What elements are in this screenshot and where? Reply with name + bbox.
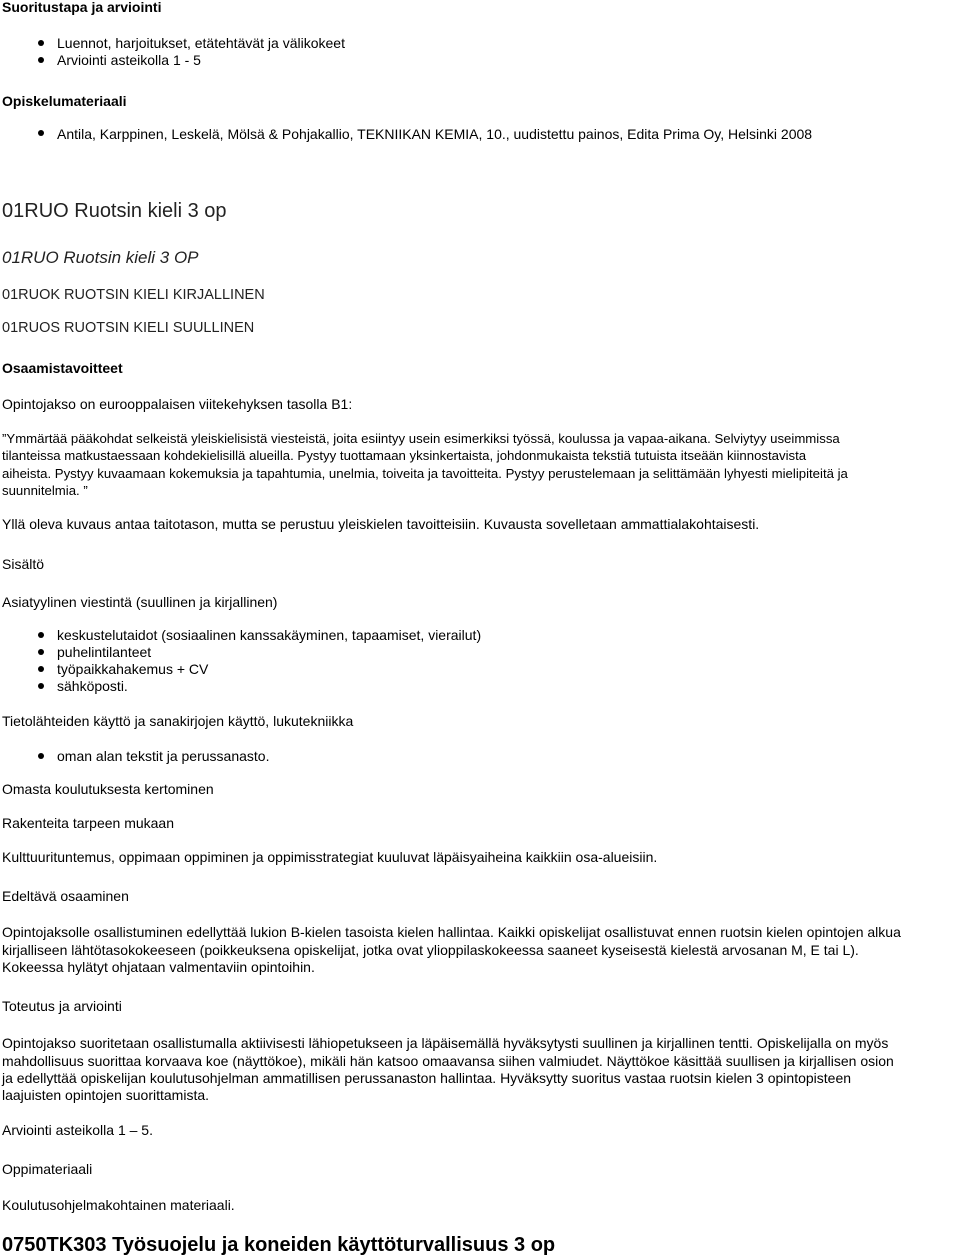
bullet-icon xyxy=(38,753,44,759)
bullet-icon xyxy=(38,57,44,63)
bullet-icon xyxy=(38,40,44,46)
bullet-icon xyxy=(38,666,44,672)
materials-text: Koulutusohjelmakohtainen materiaali. xyxy=(2,1197,235,1213)
list-item: Antila, Karppinen, Leskelä, Mölsä & Pohjakallio, TEKNIIKAN KEMIA, 10., uudistettu painos, Edita Prima Oy, Helsinki 2008 xyxy=(57,126,813,142)
course-code: 01RUOS RUOTSIN KIELI SUULLINEN xyxy=(2,320,255,336)
list-item: Luennot, harjoitukset, etätehtävät ja välikokeet xyxy=(57,35,345,51)
list-item: puhelintilanteet xyxy=(57,644,152,660)
list-item: Arviointi asteikolla 1 - 5 xyxy=(57,52,201,68)
quote-line: aiheista. Pystyy kuvaamaan kokemuksia ja tapahtumia, unelmia, toiveita ja tavoitteita. Pystyy perustelemaan ja selittämään lyhyesti mielipiteitä ja xyxy=(2,466,848,481)
list-item: sähköposti. xyxy=(57,678,128,694)
section-heading-edeltava-osaaminen: Edeltävä osaaminen xyxy=(2,888,129,904)
bullet-icon xyxy=(38,130,44,136)
paragraph-line: Opintojakso suoritetaan osallistumalla aktiivisesti lähiopetukseen ja läpäisemällä hyväksytysti suullinen ja kirjallinen tentti. Opiskelijalla on myös xyxy=(2,1035,889,1051)
content-item: Asiatyylinen viestintä (suullinen ja kirjallinen) xyxy=(2,594,278,610)
course-title: 01RUO Ruotsin kieli 3 op xyxy=(2,200,227,222)
quote-line: ”Ymmärtää pääkohdat selkeistä yleiskielisistä viesteistä, joita esiintyy usein esimerkiksi työssä, koulussa ja vapaa-aikana. Selviytyy useimmissa xyxy=(2,431,840,446)
paragraph-line: laajuisten opintojen suorittamista. xyxy=(2,1087,210,1103)
quote-line: suunnitelmia. ” xyxy=(2,483,88,498)
grading-text: Arviointi asteikolla 1 – 5. xyxy=(2,1122,153,1138)
list-item: työpaikkahakemus + CV xyxy=(57,661,209,677)
bullet-icon xyxy=(38,683,44,689)
paragraph-line: Kokeessa hylätyt ohjataan valmentaviin opintoihin. xyxy=(2,959,315,975)
section-heading-osaamistavoitteet: Osaamistavoitteet xyxy=(2,360,123,376)
objectives-note: Yllä oleva kuvaus antaa taitotason, mutta se perustuu yleiskielen tavoitteisiin. Kuvausta sovelletaan ammattialakohtaisesti. xyxy=(2,516,760,532)
course-subtitle: 01RUO Ruotsin kieli 3 OP xyxy=(2,248,199,267)
content-item: Tietolähteiden käyttö ja sanakirjojen käyttö, lukutekniikka xyxy=(2,713,354,729)
section-heading-suoritustapa: Suoritustapa ja arviointi xyxy=(2,0,162,15)
paragraph-line: mahdollisuus suorittaa korvaava koe (näyttökoe), mikäli hän katsoo omaavansa siihen valmiudet. Näyttökoe käsittää suullisen ja kirjallisen osion xyxy=(2,1053,894,1069)
list-item: keskustelutaidot (sosiaalinen kanssakäyminen, tapaamiset, vierailut) xyxy=(57,627,482,643)
bullet-icon xyxy=(38,632,44,638)
objectives-intro: Opintojakso on eurooppalaisen viitekehyksen tasolla B1: xyxy=(2,396,353,412)
bullet-icon xyxy=(38,649,44,655)
section-heading-oppimateriaali: Oppimateriaali xyxy=(2,1161,93,1177)
section-heading-toteutus: Toteutus ja arviointi xyxy=(2,998,122,1014)
list-item: oman alan tekstit ja perussanasto. xyxy=(57,748,270,764)
course-code: 01RUOK RUOTSIN KIELI KIRJALLINEN xyxy=(2,287,265,303)
paragraph-line: Opintojaksolle osallistuminen edellyttää lukion B-kielen tasoista kielen hallintaa. Kaikki opiskelijat osallistuvat ennen ruotsin kielen opintojen alkua xyxy=(2,924,901,940)
section-heading-opiskelumateriaali: Opiskelumateriaali xyxy=(2,93,127,109)
paragraph-line: kirjalliseen lähtötasokokeeseen (poikkeuksena opiskelijat, jotka ovat ylioppilaskokeessa saaneet kyseisestä kielestä arvosanan M, E tai L). xyxy=(2,942,859,958)
content-item: Omasta koulutuksesta kertominen xyxy=(2,781,214,797)
content-item: Kulttuurituntemus, oppimaan oppiminen ja oppimisstrategiat kuuluvat läpäisyaiheina kaikkiin osa-alueisiin. xyxy=(2,849,658,865)
next-course-title: 0750TK303 Työsuojelu ja koneiden käyttöturvallisuus 3 op xyxy=(2,1234,556,1256)
content-item: Rakenteita tarpeen mukaan xyxy=(2,815,174,831)
paragraph-line: ja edellyttää opiskelijan koulutusohjelman ammatillisen perussanaston hallintaa. Hyväksytty suoritus vastaa ruotsin kielen 3 opintopisteen xyxy=(2,1070,852,1086)
section-heading-sisalto: Sisältö xyxy=(2,556,45,572)
quote-line: tilanteissa matkustaessaan kohdekielisillä alueilla. Pystyy tuottamaan yksinkertaista, johdonmukaista tekstiä tutuista itseään kiinnostavista xyxy=(2,448,807,463)
